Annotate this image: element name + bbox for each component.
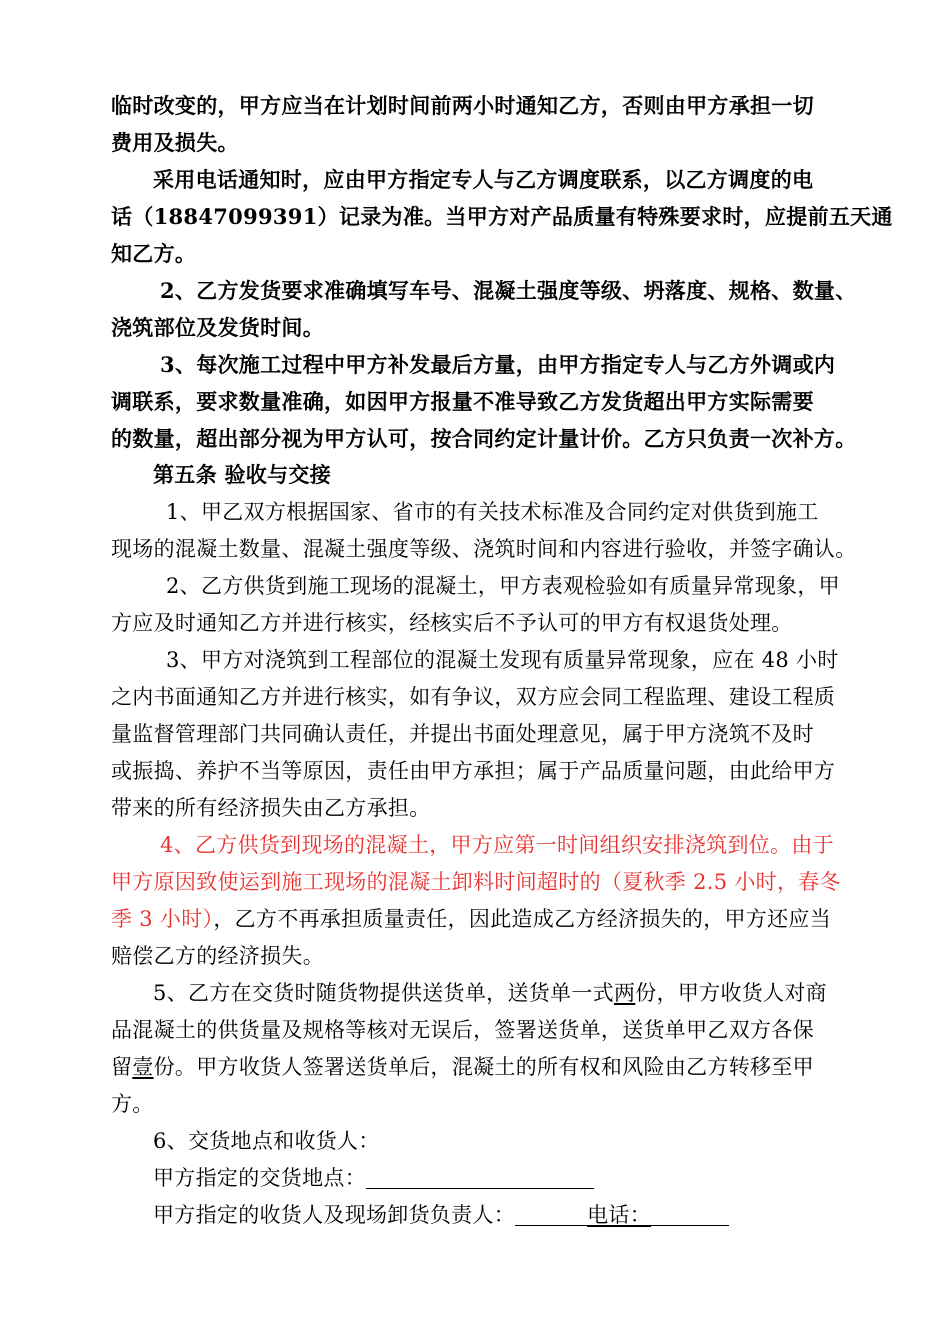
paragraph-line: 知乙方。 — [111, 241, 197, 266]
phone-label: 电话： — [587, 1203, 652, 1227]
receiver-row — [153, 1201, 729, 1229]
item-4-line: 赔偿乙方的经济损失。 — [111, 944, 324, 968]
item-4-black-text: ，乙方不再承担质量责任，因此造成乙方经济损失的，甲方还应当 — [213, 907, 832, 931]
item-5-line: 品混凝土的供货量及规格等核对无误后，签署送货单，送货单甲乙双方各保 — [111, 1018, 814, 1042]
item-5-underlined-count: 两 — [613, 981, 636, 1005]
item-5-line: 方。 — [111, 1092, 154, 1116]
delivery-place-label: 甲方指定的交货地点： — [153, 1166, 366, 1190]
item-2-line: 方应及时通知乙方并进行核实，经核实后不予认可的甲方有权退货处理。 — [111, 611, 793, 635]
paragraph-line: 费用及损失。 — [111, 130, 239, 155]
item-1-line: 现场的混凝土数量、混凝土强度等级、浇筑时间和内容进行验收，并签字确认。 — [111, 537, 857, 561]
section-title: 第五条 验收与交接 — [153, 462, 332, 487]
item-5-text: 份。甲方收货人签署送货单后，混凝土的所有权和风险由乙方转移至甲 — [153, 1055, 814, 1079]
item-5-text: 留 — [111, 1055, 133, 1079]
paragraph-line: 临时改变的，甲方应当在计划时间前两小时通知乙方，否则由甲方承担一切 — [111, 93, 814, 118]
paragraph-line: 话（18847099391）记录为准。当甲方对产品质量有特殊要求时，应提前五天通 — [111, 204, 893, 229]
clause-2-line: 浇筑部位及发货时间。 — [111, 315, 324, 340]
item-5-text: 份，甲方收货人对商 — [635, 981, 827, 1005]
phone-blank[interactable] — [651, 1203, 729, 1226]
item-2-line: 2、乙方供货到施工现场的混凝土，甲方表观检验如有质量异常现象，甲 — [166, 574, 840, 598]
item-3-line: 之内书面通知乙方并进行核实，如有争议，双方应会同工程监理、建设工程质 — [111, 685, 836, 709]
receiver-label: 甲方指定的收货人及现场卸货负责人： — [153, 1203, 516, 1227]
clause-2-line: 2、乙方发货要求准确填写车号、混凝土强度等级、坍落度、规格、数量、 — [160, 278, 857, 303]
item-3-line: 3、甲方对浇筑到工程部位的混凝土发现有质量异常现象，应在 48 小时 — [166, 648, 839, 672]
item-5-underlined-count: 壹 — [132, 1055, 154, 1079]
item-5-line — [153, 979, 827, 1007]
item-6-title: 6、交货地点和收货人： — [153, 1129, 380, 1153]
item-4-line: 甲方原因致使运到施工现场的混凝土卸料时间超时的（夏秋季 2.5 小时，春冬 — [111, 870, 841, 894]
clause-3-line: 调联系，要求数量准确，如因甲方报量不准导致乙方发货超出甲方实际需要 — [111, 389, 814, 414]
item-1-line: 1、甲乙双方根据国家、省市的有关技术标准及合同约定对供货到施工 — [166, 500, 819, 524]
delivery-place-row — [153, 1164, 594, 1192]
item-4-line — [111, 905, 831, 933]
delivery-place-blank[interactable] — [366, 1166, 594, 1189]
item-3-line: 量监督管理部门共同确认责任，并提出书面处理意见，属于甲方浇筑不及时 — [111, 722, 814, 746]
item-5-text: 5、乙方在交货时随货物提供送货单，送货单一式 — [153, 981, 614, 1005]
clause-3-line: 3、每次施工过程中甲方补发最后方量，由甲方指定专人与乙方外调或内 — [160, 352, 836, 377]
paragraph-line: 采用电话通知时，应由甲方指定专人与乙方调度联系，以乙方调度的电 — [153, 167, 814, 192]
item-4-red-text: 季 3 小时） — [111, 907, 214, 931]
clause-3-line: 的数量，超出部分视为甲方认可，按合同约定计量计价。乙方只负责一次补方。 — [111, 426, 857, 451]
item-3-line: 带来的所有经济损失由乙方承担。 — [111, 796, 431, 820]
item-3-line: 或振捣、养护不当等原因，责任由甲方承担；属于产品质量问题，由此给甲方 — [111, 759, 836, 783]
item-5-line — [111, 1053, 814, 1081]
item-4-line: 4、乙方供货到现场的混凝土，甲方应第一时间组织安排浇筑到位。由于 — [160, 833, 834, 857]
receiver-name-blank[interactable] — [515, 1203, 587, 1226]
